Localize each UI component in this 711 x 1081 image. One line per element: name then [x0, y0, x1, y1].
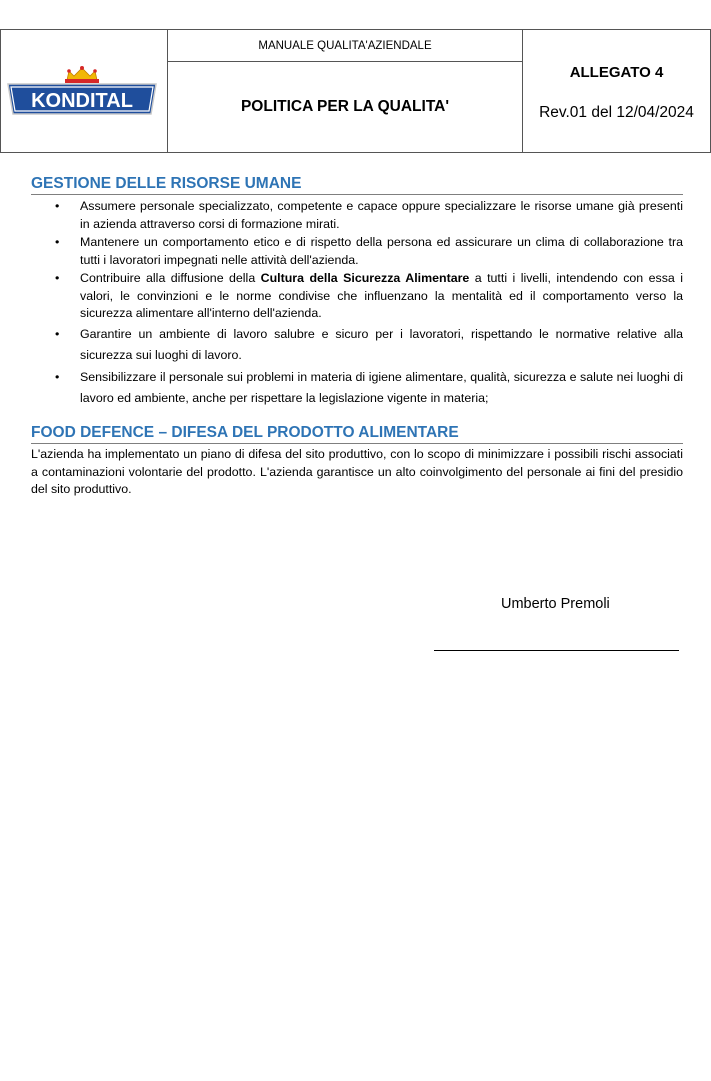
food-safety-culture-emphasis: Cultura della Sicurezza Alimentare: [260, 271, 470, 285]
manual-title: MANUALE QUALITA'AZIENDALE: [167, 29, 523, 62]
bullet-icon: •: [55, 369, 60, 384]
list-item: • Assumere personale specializzato, competente e capace oppure specializzare le risorse umane già presenti in azienda attraverso corsi di formazione mirati.: [55, 199, 683, 231]
signature-line: [434, 650, 679, 651]
section-title-food-defence: FOOD DEFENCE – DIFESA DEL PRODOTTO ALIMENTARE: [31, 424, 683, 444]
document-header: [0, 29, 711, 153]
signatory-name: Umberto Premoli: [501, 596, 610, 612]
logo-cell: [0, 29, 168, 153]
bullet-icon: •: [55, 199, 60, 213]
section-title-human-resources: GESTIONE DELLE RISORSE UMANE: [31, 175, 683, 195]
bullet-icon: •: [55, 326, 60, 341]
list-item: • Garantire un ambiente di lavoro salubre e sicuro per i lavoratori, rispettando le normative relative alla sicurezza sui luoghi di lavoro.: [31, 324, 683, 366]
bullet-icon: •: [55, 271, 60, 285]
crown-icon: [65, 66, 99, 83]
list-item: • Contribuire alla diffusione della Cultura della Sicurezza Alimentare a tutti i livelli, intendendo con essa i valori, le convinzioni e le norme condivise che influenzano la mentalità ed il comportamento verso la sicurezza alimentare all'interno dell'azienda.: [55, 271, 683, 320]
annex-label: ALLEGATO 4: [569, 64, 664, 81]
food-defence-paragraph: L'azienda ha implementato un piano di difesa del sito produttivo, con lo scopo di minimizzare i possibili rischi associati a contaminazioni volontarie del prodotto. L'azienda garantisce un alto coinvolgimento del personale ai fini del presidio del sito produttivo.: [31, 447, 683, 496]
revision-label: Rev.01 del 12/04/2024: [539, 104, 694, 121]
bullet-icon: •: [55, 235, 60, 249]
document-title: POLITICA PER LA QUALITA': [167, 61, 523, 153]
list-item: • Sensibilizzare il personale sui problemi in materia di igiene alimentare, qualità, sicurezza e salute nei luoghi di lavoro ed ambiente, anche per rispettare la legislazione vigente in materia;: [31, 367, 683, 409]
human-resources-list: [31, 198, 683, 410]
svg-text:KONDITAL: KONDITAL: [31, 90, 133, 112]
list-item: • Mantenere un comportamento etico e di rispetto della persona ed assicurare un clima di collaborazione tra tutti i lavoratori impegnati nelle attività dell'azienda.: [55, 235, 683, 267]
kondital-logo: [5, 66, 159, 116]
annex-cell: [522, 29, 711, 153]
